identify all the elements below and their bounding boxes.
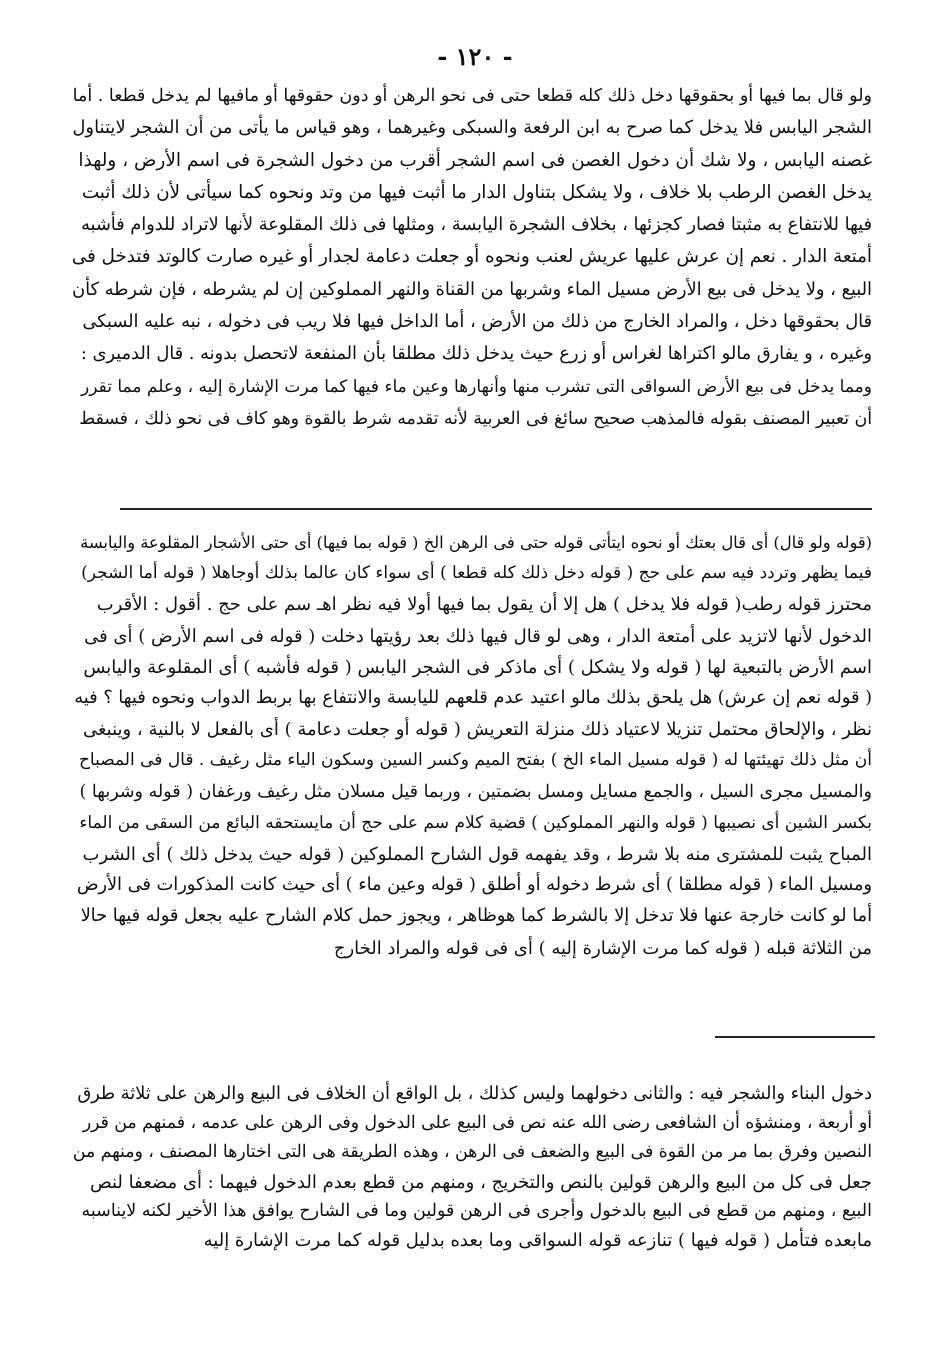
section-divider — [120, 508, 872, 510]
commentary-line: ( قوله نعم إن عرش) هل يلحق بذلك مالو اعتيد عدم قلعهم لليابسة والانتفاع بها بربط الدواب ونحوه فيها ؟ فيه — [74, 688, 872, 709]
commentary-line: أما لو كانت خارجة عنها فلا تدخل إلا بالشرط كما هوظاهر ، ويجوز حمل كلام الشارح عليه بجعل قوله فيها حالا — [80, 906, 872, 927]
main-text-line: فيها للانتفاع به مثبتا فصار كجزئها ، بخلاف الشجرة اليابسة ، ومثلها فى ذلك المقلوعة لأنها لاتراد للدوام فأشبه — [80, 215, 872, 236]
commentary-line: بكسر الشين أى نصيبها ( قوله والنهر المملوكين ) قضية كلام سم على حج أن مايستحقه البائع من السقى من الماء — [79, 812, 872, 833]
main-text-line: أن تعبير المصنف بقوله فالمذهب صحيح سائغ فى العربية لأنه تقدمه شرط بالقوة وهو كاف فى نحو ذلك ، فسقط — [79, 408, 872, 429]
main-text-line: البيع ، ولا يدخل فى بيع الأرض مسيل الماء وشربها من القناة والنهر المملوكين إن لم يشرطه ، فإن شرطه كأن — [72, 279, 872, 300]
footnote-line: مابعده فتأمل ( قوله فيها ) تنازعه قوله السواقى وما بعده بدليل قوله كما مرت الإشارة إليه — [203, 1230, 872, 1252]
footnote-line: دخول البناء والشجر فيه : والثانى دخولهما وليس كذلك ، بل الواقع أن الخلاف فى البيع والرهن على ثلاثة طرق — [77, 1084, 872, 1104]
footnote-line: البيع ، ومنهم من قطع فى البيع بالدخول وأجرى فى الرهن قولين وما فى الشارح يوافق هذا الأخير لكنه لايناسبه — [81, 1200, 872, 1221]
footnote-divider — [715, 1036, 875, 1038]
commentary-line: فيما يظهر وتردد فيه سم على حج ( قوله دخل ذلك كله قطعا ) أى سواء كان عالما بذلك أوجاهلا ( قوله أما الشجر) — [81, 563, 872, 584]
commentary-line: المباح يثبت للمشترى منه بلا شرط ، وقد يفهمه قول الشارح المملوكين ( قوله حيث يدخل ذلك ) أى الشرب — [82, 844, 872, 866]
commentary-line: نظر ، والإلحاق محتمل تنزيلا لاعتياد ذلك منزلة التعريش ( قوله أو جعلت دعامة ) أى بالفعل لا بالنية ، وينبغى — [82, 719, 872, 741]
commentary-line: ومسيل الماء ( قوله مطلقا ) أى شرط دخوله أو أطلق ( قوله وعين ماء ) أى حيث كانت المذكورات فى الأرض — [76, 875, 872, 896]
main-text-line: غصنه اليابس ، ولا شك أن دخول الغصن فى اسم الشجر أقرب من دخول الشجرة فى اسم الأرض ، ولهذا — [78, 149, 872, 171]
commentary-footnotes — [72, 527, 872, 964]
secondary-footnotes — [72, 1080, 872, 1255]
main-text-line: يدخل الغصن الرطب بلا خلاف ، ولا يشكل بتناول الدار ما أثبت فيها من وتد ونحوه كما سيأتى لأن ذلك أثبت — [81, 181, 872, 203]
main-text-line: ومما يدخل فى بيع الأرض السواقى التى تشرب منها وأنهارها وعين ماء فيها كما مرت الإشارة إليه ، وعلم مما تقرر — [81, 376, 872, 397]
main-text-line: أمتعة الدار . نعم إن عرش عليها عريش لعنب ونحوه أو جعلت دعامة لجدار أو غيره صارت كالوتد فتدخل فى — [72, 246, 872, 268]
commentary-line: والمسيل مجرى السيل ، والجمع مسايل ومسل بضمتين ، وربما قيل مسلان مثل رغيف ورغفان ( قوله وشربها ) — [79, 781, 872, 802]
commentary-line: محترز قوله رطب( قوله فلا يدخل ) هل إلا أن يقول بما فيها أولا فيه نظر اهـ سم على حج . أقول : الأقرب — [96, 594, 872, 616]
main-text — [72, 80, 872, 435]
commentary-line: اسم الأرض بالتبعية لها ( قوله ولا يشكل ) أى ماذكر فى الشجر اليابس ( قوله فأشبه ) أى المقلوعة واليابس — [83, 656, 872, 678]
footnote-line: جعل فى كل من البيع والرهن قولين بالنص والتخريج ، ومنهم من قطع بعدم الدخول فيهما : أى مضعفا لنص — [89, 1171, 872, 1193]
main-text-line: الشجر اليابس فلا يدخل كما صرح به ابن الرفعة والسبكى وغيرهما ، وهو قياس ما يأتى من أن الشجر لايتناول — [72, 117, 872, 139]
commentary-line: (قوله ولو قال) أى قال بعتك أو نحوه ايتأتى قوله حتى فى الرهن الخ ( قوله بما فيها) أى حتى الأشجار المقلوعة واليابسة — [80, 533, 872, 552]
commentary-line: الدخول لأنها لاتزيد على أمتعة الدار ، وهى لو قال فيها ذلك بعد رؤيتها دخلت ( قوله فى اسم الأرض ) أى فى — [84, 625, 872, 647]
commentary-line: أن مثل ذلك تهيئتها له ( قوله مسيل الماء الخ ) بفتح الميم وكسر السين وسكون الياء مثل رغيف . قال فى المصباح — [78, 750, 872, 771]
footnote-line: النصين وفرق بما مر من القوة فى البيع والضعف فى الرهن ، وهذه الطريقة هى التى اختارها المصنف ، ومنهم من — [72, 1142, 872, 1163]
footnote-line: أو أربعة ، ومنشؤه أن الشافعى رضى الله عنه نص فى البيع على الدخول وفى الرهن على عدمه ، فمنهم من قرر — [82, 1113, 872, 1134]
commentary-line: من الثلاثة قبله ( قوله كما مرت الإشارة إليه ) أى فى قوله والمراد الخارج — [333, 937, 872, 959]
page-number: - ١٢٠ - — [437, 42, 513, 71]
main-text-line: قال بحقوقها دخل ، والمراد الخارج من ذلك من الأرض ، أما الداخل فيها فلا ريب فى دخوله ، نبه عليه السبكى — [82, 312, 872, 333]
main-text-line: ولو قال بما فيها أو بحقوقها دخل ذلك كله قطعا حتى فى نحو الرهن أو دون حقوقها أو مافيها لم يدخل قطعا . أما — [72, 86, 872, 106]
main-text-line: وغيره ، و يفارق مالو اكتراها لغراس أو زرع حيث يدخل ذلك مطلقا بأن المنفعة لاتحصل بدونه . قال الدميرى : — [80, 344, 872, 365]
